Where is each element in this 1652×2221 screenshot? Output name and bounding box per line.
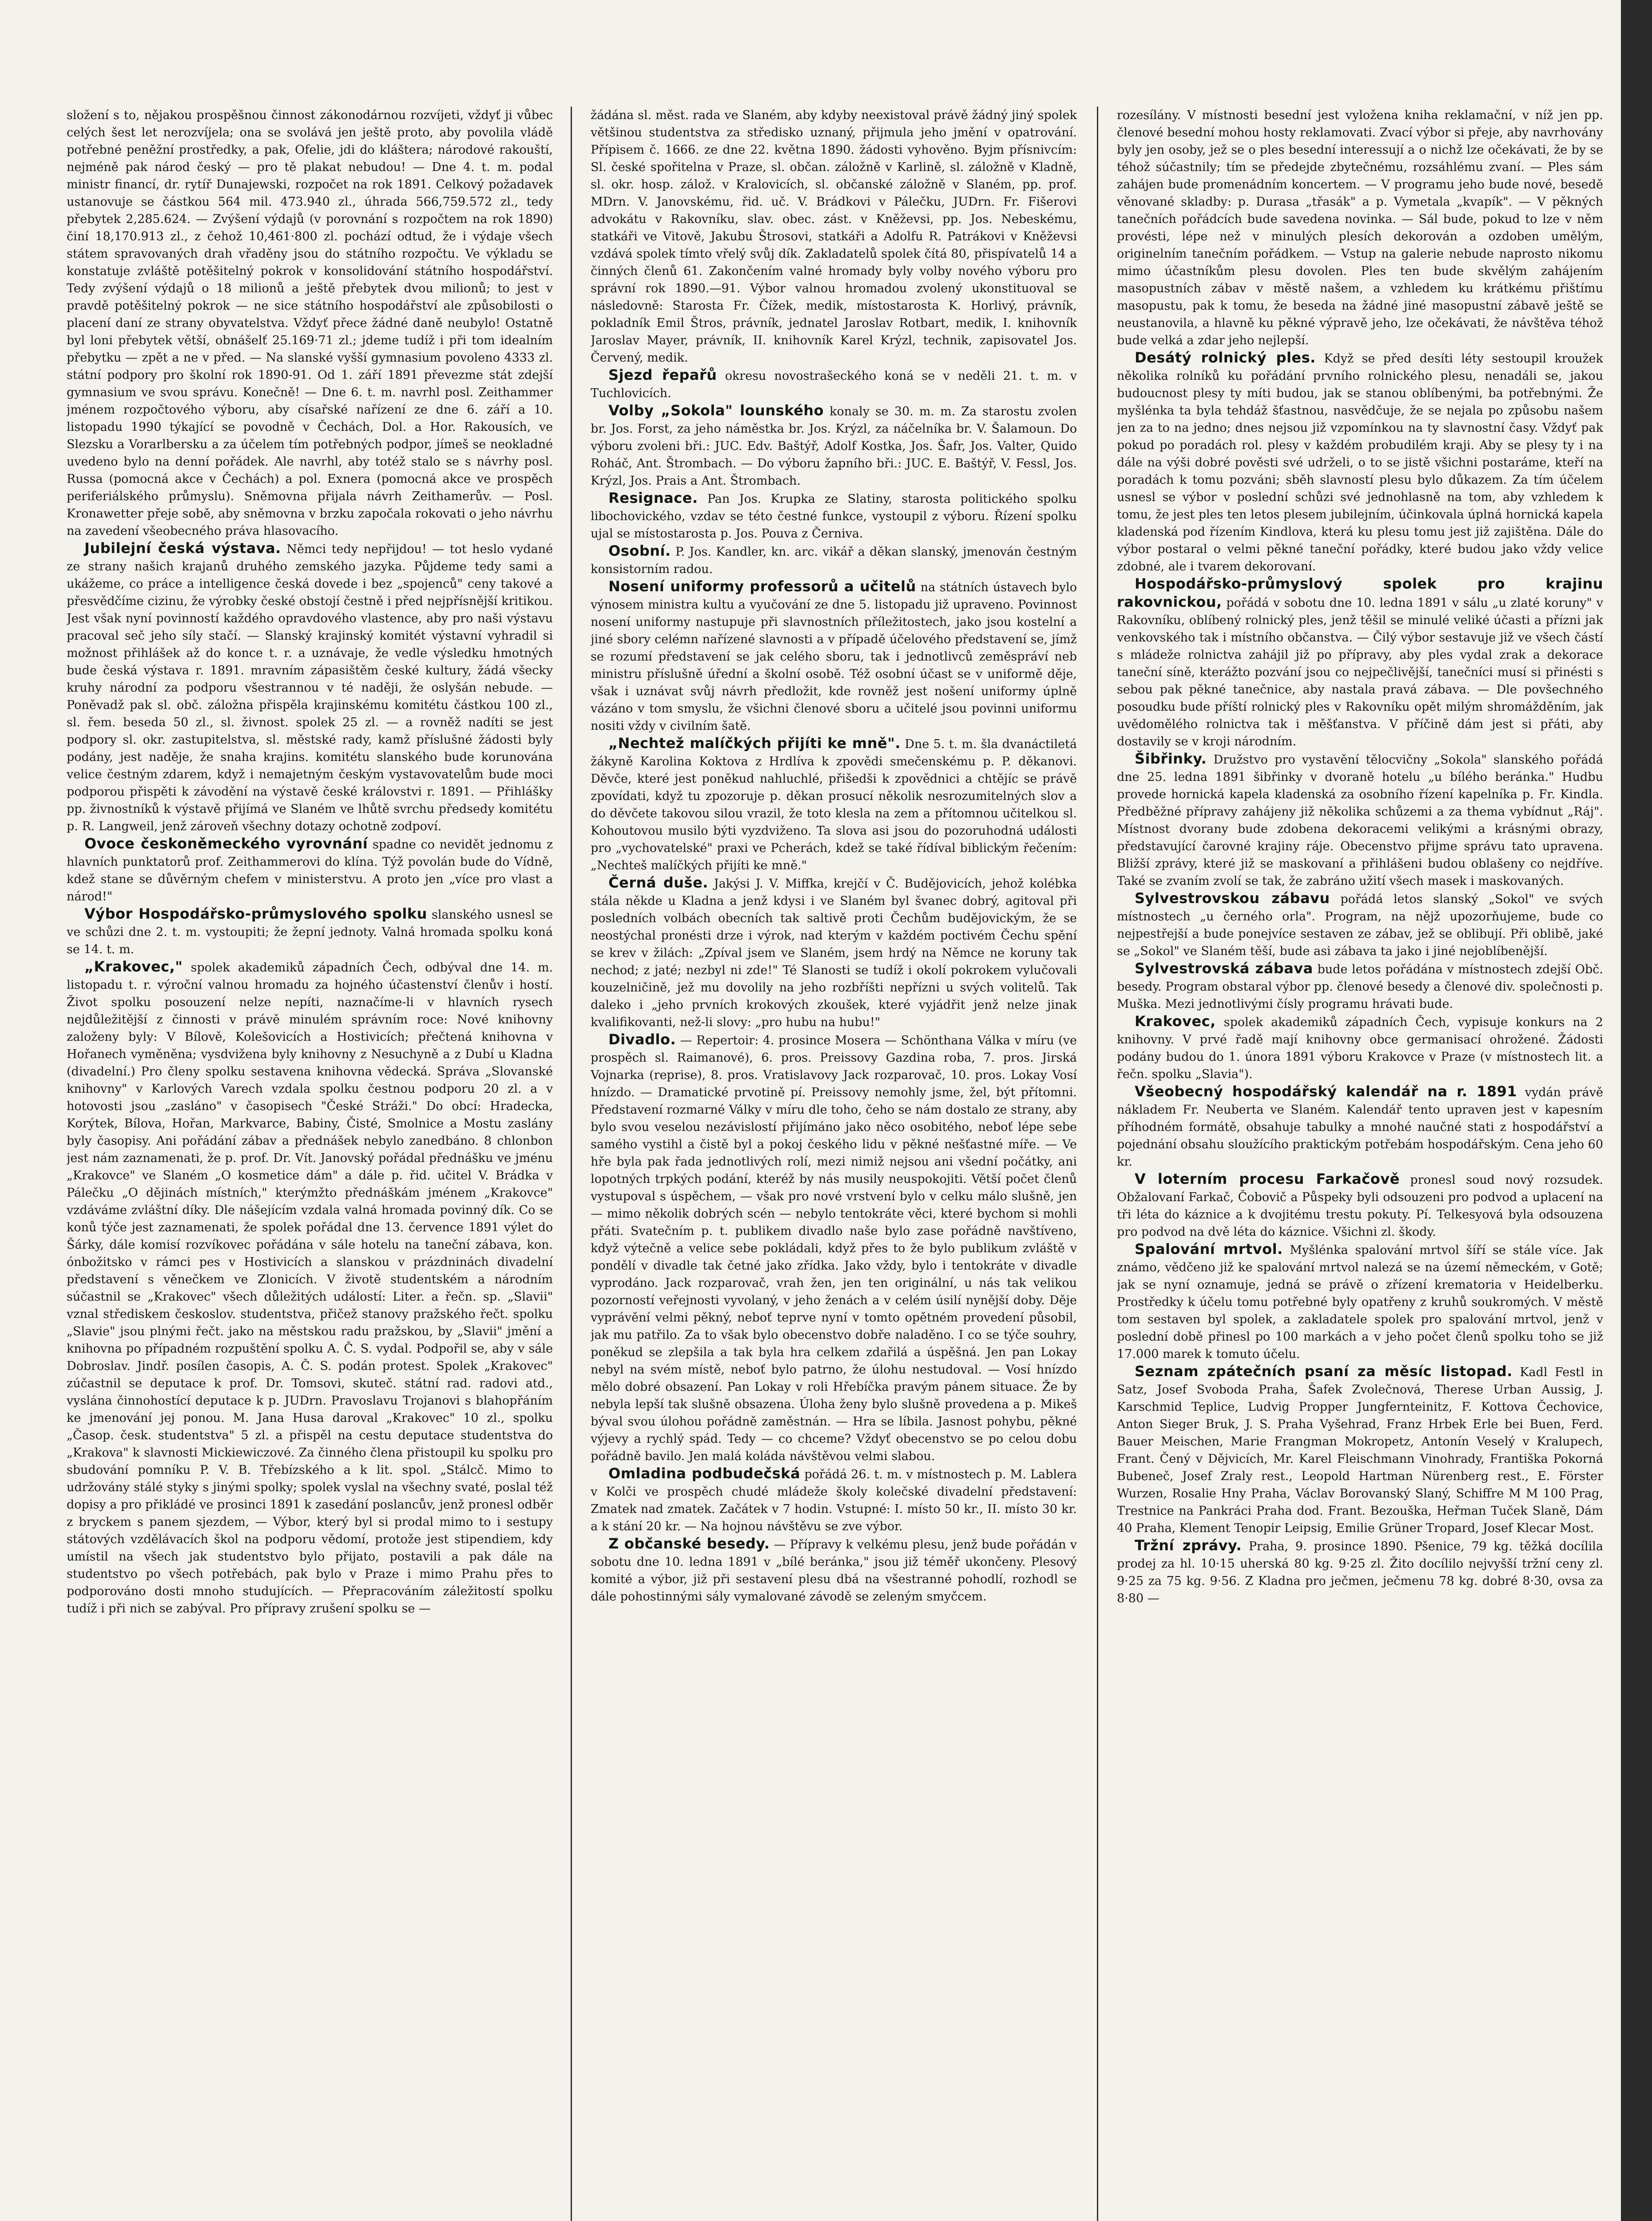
article-paragraph — [1117, 107, 1603, 349]
article-paragraph — [67, 958, 553, 1617]
article-paragraph — [1117, 1537, 1603, 1607]
article-paragraph — [67, 540, 553, 835]
article-heading: Krakovec, — [1135, 1013, 1216, 1030]
article-paragraph — [591, 874, 1077, 1031]
article-paragraph — [591, 1465, 1077, 1535]
article-paragraph — [591, 1535, 1077, 1605]
scan-edge — [1621, 0, 1652, 2221]
article-heading: Sylvestrovskou zábavu — [1135, 890, 1330, 907]
article-paragraph — [1117, 1170, 1603, 1241]
page-body — [67, 107, 1603, 2221]
article-text: — Repertoir: 4. prosince Mosera — Schönthana Válka v míru (ve prospěch sl. Raimanové), 6. pros. Preissovy Gazdina roba, 7. pros. Jirská Vojnarka (reprise), 8. pros. Vratislavovy Jack rozparovač, 10. pros. Lokay Vosí hnízdo. — Dramatické prvotině pí. Preissovy nemohly jsme, žel, být přítomni. Představení rozmarné Války v míru dle toho, čeho se nám dostalo ze strany, aby bylo svou veselou nezávislostí přijímáno jako něco osobitého, neboť lépe sebe samého vystihl a čistě byl a pokoj českého lidu v pěkné nešťastné míře. — Ve hře byla pak řada jednotlivých rolí, mezi nimiž nejsou ani všední počátky, ani lopotných trpkých podání, kteréž by nás musily neuspokojiti. Větší počet členů vystupoval s úspěchem, — však pro nové vrstvení bylo v celku málo slušně, jen — mimo několik dobrých scén — nebylo tentokráte věci, které bychom si mohli přáti. Svatečním p. t. publikem divadlo naše bylo zase pořádně navštíveno, když výtečně a velice sebe pokládali, když přes to že bylo publikum zvláště v pondělí v divadle tak četné jako zřídka. Jako vždy, bylo i tentokráte v divadle vyprodáno. Jack rozparovač, vrah žen, jen ten originální, u nás tak velikou pozorností veřejnosti vyvolaný, v jeho ženách a v celém úsilí nynější doby. Děje vyprávění velmi pěkný, neboť teprve nyní v tomto opětném provedení působil, jak mu patřilo. Za to však bylo obecenstvo dobře naladěno. I co se týče souhry, poněkud se zlepšila a tak byla hra celkem zdařilá a úspěšná. Jen pan Lokay nebyl na svém místě, neboť bylo patrno, že úlohu nestudoval. — Vosí hnízdo mělo dobré obsazení. Pan Lokay v roli Hřebíčka pravým pánem situace. Že by nebyla lepší tak slušně obsazena. Úloha ženy bylo slušně provedena a p. Mikeš býval svou úlohou pořádně zaměstnán. — Hra se líbila. Jasnost pohybu, pěkné výjevy a rychlý spád. Tedy — co chceme? Vždyť obecenstvo se po celou dobu pořádně bavilo. Jen malá koláda návštěvou velmi slabou. — [591, 1034, 1077, 1463]
article-heading: Černá duše. — [608, 874, 708, 891]
article-heading: Z občanské besedy. — [608, 1535, 770, 1552]
article-text: Němci tedy nepřijdou! — tot heslo vydané ze strany našich krajanů druhého zemského jazyka. Půjdeme tedy sami a ukážeme, co práce a intelligence česká dovede i bez „spojenců" ceny takové a přesvědčíme cizinu, že výrobky české obstojí čestně i před nejpřísnější kritikou. Jest však nyní povinností každého opravdového vlastence, aby pro naši výstavu pracoval seč jeho síly stačí. — Slanský krajinský komitét výstavní vyhradil si možnost přihlášek až do konce t. r. a uznávaje, že vedle výsledku hmotných bude česká výstava r. 1891. mravním zápasištěm české kultury, žádá všecky kruhy národní za podporu všestrannou v té naději, že oslyšán nebude. — Poněvadž pak sl. obč. záložna přispěla krajinskému komitétu částkou 100 zl., sl. řem. beseda 50 zl., sl. živnost. spolek 25 zl. — a rovněž nadíti se jest podpory sl. okr. zastupitelstva, sl. městské rady, kamž příslušné žádosti byly podány, jest naděje, že snaha krajins. komitétu slanského bude korunována velice čestným zdarem, když i nemajetným českým vystavovatelům bude moci podporou přispěti k závodění na výstavě české královstvi r. 1891. — Přihlášky pp. živnostníků k výstavě přijímá ve Slaném ve lhůtě svrchu předsedy komitétu p. R. Langweil, jenž zároveň všechny dotazy ochotně zodpoví. — [67, 542, 553, 833]
article-text: pořádá 26. t. m. v místnostech p. M. Lablera v Kolči ve prospěch chudé mládeže školy kolečské divadelní představení: Zmatek nad zmatek. Začátek v 7 hodin. Vstupné: I. místo 50 kr., II. místo 30 kr. a k stání 20 kr. — Na hojnou návštěvu se zve výbor. — [591, 1468, 1077, 1533]
article-text: — Přípravy k velkému plesu, jenž bude pořádán v sobotu dne 10. ledna 1891 v „bílé beránka," jsou již téměř ukončeny. Plesový komité a výbor, již při sestavení plesu dbá na všestranné pohodlí, rozhodl se dále pohostinnými sály vymalované závodě se zeleným smyčcem. — [591, 1538, 1077, 1604]
article-heading: Jubilejní česká výstava. — [84, 540, 281, 557]
article-paragraph — [67, 835, 553, 905]
article-heading: „Krakovec," — [84, 958, 183, 975]
article-paragraph — [591, 578, 1077, 735]
article-paragraph — [1117, 575, 1603, 750]
article-text: okresu novostrašeckého koná se v neděli 21. t. m. v Tuchlovicích. — [591, 369, 1077, 400]
article-text: spolek akademiků západních Čech, odbýval dne 14. m. listopadu t. r. výroční valnou hromadu za hojného účastenství členův i hostí. Život spolku posouzení nelze nepíti, naznačíme-li v hlavních rysech nejdůležitější z činnosti v právě minulém správním roce: Nové knihovny založeny byly: V Bílově, Kolešovicích a Hostivicích; přečtená knihovna v Hořanech vyměněna; vysdvižena byly knihovny z Nesuchyně a z Dubí u Kladna (divadelní.) Pro členy spolku sestavena knihovna vědecká. Správa „Slovanské knihovny" v Karlových Varech vzdala spolku čestnou podporu 20 zl. a v hotovosti jsou „zasláno" v časopisech "České Stráži." Do obcí: Hradecka, Korýtek, Bílova, Hořan, Markvarce, Babiny, Čisté, Smolnice a Mostu zaslány byly časopisy. Ani pořádání zábav a přednášek nebylo zanedbáno. 8 chlonbon jest nám zaznamenati, že p. prof. Dr. Vít. Janovský pořádal přednášku ve jménu „Krakovce" ve Slaném „O kosmetice dám" a dále p. řid. učitel V. Brádka v Pálečku „O dějinách místních," kterýmžto přednáškám jménem „Krakovce" vzdáváme zvláštní díky. Dle nášejícím vzdala valná hromada povinný dík. Co se konů týče jest zaznamenati, že spolek pořádal dne 13. července 1891 výlet do Šárky, dále komisí rozvíkovec pořádána v sále hotelu na taneční zábava, kon. ónbožitsko v rámci pes v Hostivicích a slanskou v prázdninách divadelní představení s věnečkem ve Zlonicích. V životě studentském a národním súčastnil se „Krakovec" všech důležitých událostí: Liter. a řečn. sp. „Slavii" vznal střediskem českoslov. studentstva, přičež stanovy pražského řečt. spolku „Slavie" jsou plnými řečt. jako na městskou radu pražskou, by „Slavii" jmění a knihovna po případném rozpuštění spolku A. Č. S. vydal. Podpořil se, aby v sále Dobroslav. Jindř. posílen časopis, A. Č. S. podán protest. Spolek „Krakovec" zúčastnil se deputace k prof. Dr. Tomsovi, skuteč. státní rad. radovi atd., vyslána činnohostící deputace k p. JUDrn. Pravoslavu Trojanovi s blahopřáním ke jmenování jej ponou. M. Jana Husa daroval „Krakovec" 10 zl., spolku „Časop. česk. studentstva" 5 zl. a přispěl na cestu deputace studentstva do „Krakova" k slavnosti Mickiewiczové. Za činného člena přistoupil ku spolku pro sbudování pomníku P. V. B. Třebízského a k lit. spol. „Stálcč. Mimo to udržovány stálé styky s jinými spolky; spolek vyslal na všechny svaté, poslal též dopisy a pro přikládé ve prosinci 1891 k zasedání poslancův, jenž pronesl odběr z bryckem s panem sjezdem, — Výbor, který byl si prodal mimo to i sestupy státových vzdělávacích škol na podporu vědomí, protože jest stipendiem, kdy umístil na všech jak studentstvo bylo přijato, postavili a pak dále na studentstvo po všech potřebách, pak bylo v Praze i mimo Prahu přes to podporováno dosti mnoho studujících. — Přepracováním záležitostí spolku tudíž i při nich se zabýval. Pro přípravy zrušení spolku se — — [67, 961, 553, 1616]
article-text: na státních ústavech bylo výnosem ministra kultu a vyučování ze dne 5. listopadu již upraveno. Povinnost nosení uniformy nastupuje při slavnostních příležitostech, jako jsou kostelní a jiné sbory celémn nařízené slavnosti a v případě účelového představení se, jímž se rozumí představení se jak celého sboru, tak i jednotlivců zeměspráví neb ministru příslušně úřední a školní osobě. Též osobní účast se v uniformě děje, však i uznávat svůj návrh předložit, kde rovněž jest nošení uniformy úplně vázáno v tom smyslu, že všichni členové sboru a učitelé jsou povinni uniformu nositi vždy v civilním šatě. — [591, 581, 1077, 733]
article-paragraph — [1117, 960, 1603, 1013]
article-heading: V loterním procesu Farkačově — [1135, 1170, 1400, 1187]
article-paragraph — [1117, 1083, 1603, 1170]
article-heading: Osobní. — [608, 542, 671, 559]
article-text: P. Jos. Kandler, kn. arc. vikář a děkan slanský, jmenován čestným konsistorním radou. — [591, 545, 1077, 576]
article-heading: Všeobecný hospodářský kalendář na r. 1891 — [1135, 1083, 1517, 1100]
column-rule — [1097, 107, 1098, 2221]
article-text: vydán právě nákladem Fr. Neuberta ve Slaném. Kalendář tento upraven jest v kapesním příhodném formátě, obsahuje tabulky a mnohé naučné stati z hospodářství a pojednání obsahu sloužícího praktickým potřebám hospodářským. Cena jeho 60 kr. — [1117, 1086, 1603, 1169]
article-heading: Nosení uniformy professorů a učitelů — [608, 578, 916, 595]
article-paragraph — [591, 1031, 1077, 1465]
article-text: pořádá letos slanský „Sokol" ve svých místnostech „u černého orla". Program, na nějž upozorňujeme, bude co nejpestřejší a bude ponejvíce sestaven ze zábav, jež se oblibují. Při oblibě, jaké se „Sokol" ve Slaném těší, bude asi zábava ta jako i jiné nejoblíbenější. — [1117, 892, 1603, 958]
article-heading: Volby „Sokola" lounského — [608, 402, 824, 419]
article-text: konaly se 30. m. m. Za starostu zvolen br. Jos. Forst, za jeho náměstka br. Jos. Krýzl, za náčelníka br. V. Šalamoun. Do výboru zvoleni bři.: JUC. Edv. Baštýř, Adolf Kostka, Jos. Šafr, Jos. Valter, Quido Roháč, Ant. Štrombach. — Do výboru žapního bři.: JUC. E. Baštýř, V. Fessl, Jos. Krýzl, Jos. Prais a Ant. Štrombach. — [591, 405, 1077, 488]
article-paragraph — [1117, 1241, 1603, 1363]
article-text: Když se před desíti léty sestoupil kroužek několika rolníků ku pořádání prvního rolnického plesu, nenadáli se, jakou budoucnost plesy ty míti budou, jak se stanou oblíbenými, ba potřebnými. Že myšlénka ta byla tehdáž šťastnou, nasvědčuje, že se nejala po způsobu našem jen za to na jedno; dnes nejsou již vzpomínkou na ty slavnostní časy. Vždyť pak pokud po poradách rol. plesy v každém probudilém kraji. Aby se plesy ty i na dále na výši dobré pověsti své udrželi, o to se jistě všichni postaráme, kteří na poradách k tomu pozváni; sběh slavností plesu bylo důkazem. Za tím účelem usnesl se výbor v poslední schůzi své jednohlasně na tom, aby vzhledem k tomu, že jest ples ten letos plesem jubilejním, účinkovala úplná hornická kapela kladenská pod řízením Kindlova, která ku plesu tomu jest již zajištěna. Dále do výbor postaral o velmi pěkné taneční pořádky, které budou jako vždy velice zdobné, ale i tvarem dekorovaní. — [1117, 352, 1603, 573]
article-paragraph — [591, 107, 1077, 366]
article-paragraph — [591, 735, 1077, 874]
article-text: Myšlénka spalování mrtvol šíří se stále více. Jak známo, vědčeno již ke spalování mrtvol nalezá se na území německém, v Gotě; jak se nyní oznamuje, jedná se právě o zřízení krematoria v Heidelberku. Prostředky k účelu tomu potřebné byly opatřeny z kruhů soukromých. V městě tom sestaven byl spolek, a zakladatele spolek pro spalování mrtvol, jenž v poslední době přinesl po 100 markách a v jeho počet členů spolku toho se již 17.000 marek k tomuto účelu. — [1117, 1243, 1603, 1361]
article-text: slanského usnesl se ve schůzi dne 2. t. m. vystoupiti; že žepní jednoty. Valná hromada spolku koná se 14. t. m. — [67, 908, 553, 956]
article-paragraph — [591, 402, 1077, 490]
article-text: Kadl Festl in Satz, Josef Svoboda Praha, Šafek Zvolečnová, Therese Urban Aussig, J. Karschmid Teplice, Ludvig Propper Jungfernteinitz, F. Kottova Čechovice, Anton Sieger Bruk, J. S. Praha Vyšehrad, Franz Hrbek Erle bei Buen, Ferd. Bauer Meischen, Marie Frangman Mokropetz, Antonín Veselý v Kralupech, Frant. Čený v Dějvicích, Mr. Karel Fleischmann Vinohrady, Františka Pokorná Bubeneč, Josef Zraly rest., Leopold Hartman Nürenberg rest., E. Förster Wurzen, Rosalie Hny Praha, Václav Borovanský Slaný, Schiffre M M 100 Prag, Trestnice na Pankráci Praha dod. Frant. Bezouška, Heřman Tuček Slaně, Dám 40 Praha, Klement Tenopir Leipsig, Emilie Grüner Tropard, Josef Klecar Most. — [1117, 1365, 1603, 1535]
article-heading: Divadlo. — [608, 1031, 676, 1048]
article-heading: Sjezd řepařů — [608, 366, 717, 383]
article-heading: Resignace. — [608, 490, 698, 506]
article-text: Dne 5. t. m. šla dvanáctiletá žákyně Karolina Koktova z Hrdlíva k zpovědi smečenskému p. P. děkanovi. Děvče, které jest poněkud nahluchlé, přišedši k zpovědnici a chtějíc se právě zpovídati, když tu zpozoruje p. děkan prosucí několik nesrozumitelných slov a do děvčete takovou silou vrazil, že toto klesla na zem a přítomnou učitelkou sl. Kohoutovou musilo býti vyzdviženo. Ta slova asi jsou do pozoruhodná události pro „vychovatelské" praxi ve Pcherách, kdež se také řídíval biblickým řečením: „Nechteš malíčkých přijíti ke mně." — [591, 737, 1077, 872]
article-heading: Tržní zprávy. — [1135, 1537, 1242, 1554]
column-rule — [571, 107, 572, 2221]
article-paragraph — [591, 490, 1077, 542]
article-paragraph — [1117, 1013, 1603, 1083]
column-3 — [1117, 107, 1603, 2221]
article-paragraph — [1117, 1363, 1603, 1537]
article-paragraph — [591, 542, 1077, 578]
article-text: spadne co nevidět jednomu z hlavních punktatorů prof. Zeithammerovi do klína. Týž povolán bude do Vídně, kdež stane se důvěrným chefem v ministerstvu. A proto jen „více pro vlast a národ!" — [67, 838, 553, 904]
article-text: pronesl soud nový rozsudek. Obžalovaní Farkač, Čobovič a Půspeky byli odsouzeni pro podvod a uplacení na tři léta do káznice a k dvojitému trestu pokuty. Pí. Telkesyová byla odsouzena pro podvod na dvě léta do káznice. Všichni zl. škody. — [1117, 1173, 1603, 1239]
article-heading: Šibřinky. — [1135, 750, 1207, 767]
article-text: Družstvo pro vystavění tělocvičny „Sokola" slanského pořádá dne 25. ledna 1891 šibřinky v dvoraně hotelu „u bílého beránka." Hudbu provede hornická kapela kladenská za osobního řízení kapelníka p. Fr. Kindla. Předběžné přípravy zahájeny již několika schůzemi a za thema vybídnut „Ráj". Místnost dvorany bude zdobena dekoracemi velikými a krásnými obrazy, představující čarovné krajiny ráje. Obecenstvo přijme správu tato upravena. Bližší zprávy, které již se maskovaní a přihlášeni budou oblašeny co nejdříve. Také se zvaním zvolí se tak, že zabráno užití všech masek i maskovaných. — [1117, 753, 1603, 888]
article-text: pořádá v sobotu dne 10. ledna 1891 v sálu „u zlaté koruny" v Rakovníku, oblíbený rolnický ples, jenž těšil se minulé veliké účasti a přízni jak venkovského tak i místního občanstva. — Čilý výbor sestavuje již ve všech částí s mládeže rolnictva zahájil již po přípravy, aby ples vydal zrak a dekorace taneční síně, kterážto pozvání jsou co nejpečlivější, tanečníci musí si přinésti s sebou pak pěkné tanečnice, aby nastala pravá zábava. — Dle povšechného posoudku bude příští rolnický ples v Rakovníku opět milým shromážděním, jak uvědomělého rolnictva tak i měšťanstva. V příčině dám jest si přáti, aby dostavily se v kroji národním. — [1117, 596, 1603, 748]
article-paragraph — [1117, 349, 1603, 575]
column-1 — [67, 107, 553, 2221]
article-heading: Seznam zpátečních psaní za měsíc listopad. — [1135, 1363, 1513, 1380]
article-text: Jakýsi J. V. Miffka, krejčí v Č. Budějovicích, jehož kolébka stála někde u Kladna a jenž kdysi i ve Slaném byl švanec dobrý, agitoval při posledních volbách obecních tak saltivě proti Čechům budějovickým, že se neostýchal pronésti drze i výrok, nad kterým v každém poctivém Čechu spění se krev v žilách: „Zpíval jsem ve Slaném, jsem hrdý na Němce ne koruny tak nechod; z jaté; nezbyl ni zde!" Té Slanosti se tudíž i okolí pokrokem vylučovali kouzelničině, jež mu dovolily na jeho rozbříšti nepřízni u svých volitelů. Tak daleko i „jeho prvních krokových zkoušek, které vyjádřit jenž nelze jinak kvalifikovanti, než-li slovy: „pro hubu na hubu!" — [591, 877, 1077, 1029]
article-heading: Ovoce českoněmeckého vyrovnání — [84, 835, 368, 852]
article-heading: Spalování mrtvol. — [1135, 1241, 1283, 1258]
article-text: složení s to, nějakou prospěšnou činnost zákonodárnou rozvíjeti, vždyť ji vůbec celých šest let nerozvíjela; ona se svolává jen ještě proto, aby povolila vládě potřebné peněžní prostředky, a pak, Ofelie, jdi do kláštera; národové rakouští, nejméně pak národ český — pro tě plakat nebudou! — Dne 4. t. m. podal ministr financí, dr. rytíř Dunajewski, rozpočet na rok 1891. Celkový požadavek ustanovuje se částkou 564 mil. 473.940 zl., úhrada 566,759.572 zl., tedy přebytek 2,285.624. — Zvýšení výdajů (v porovnání s rozpočtem na rok 1890) činí 18,170.913 zl., z čehož 10,461·800 zl. pochází odtud, že i výdaje všech státem spravovaných drah vřaděny jsou do státního rozpočtu. Ve výkladu se konstatuje zvláště potěšitelný pokrok v konsolidování státního hospodářství. Tedy zvýšení výdajů o 18 milionů a ještě přebytek dvou milionů; to jest v pravdě potěšitelný pokrok — ne sice státního hospodářství ale způsobilosti o placení daní ze strany obyvatelstva. Vždyť přece žádné daně neubylo! Ostatně byl loni přebytek větší, obnášelť 25.169·71 zl.; jdeme tudíž i při tom idealním přebytku — zpět a ne v před. — Na slanské vyšší gymnasium povoleno 4333 zl. státní podpory pro školní rok 1890-91. Od 1. září 1891 převezme stát zdejší gymnasium ve svou správu. Konečně! — Dne 6. t. m. navrhl posl. Zeithammer jménem rozpočtového výboru, aby císařské nařízení ze dne 6. září a 10. listopadu 1990 týkající se povodně v Čechách, Dol. a Hor. Rakousích, ve Slezsku a Vorarlbersku a za účelem tím potřebných podpor, jímeš se neokladné uvedeno bylo na denní pořádek. Ale navrhl, aby totéž stalo se s návrhy posl. Russa (pomocná akce v Čechách) a pol. Exnera (pomocná akce ve prospěch periferiálského průmyslu). Sněmovna přijala návrh Zeithamerův. — Posl. Kronawetter přeje sobě, aby sněmovna v brzku započala rokovati o jeho návrhu na zavedení všeobecného práva hlasovacího. — [67, 108, 553, 538]
article-heading: Desátý rolnický ples. — [1135, 349, 1316, 366]
column-2 — [591, 107, 1077, 2221]
article-paragraph — [591, 366, 1077, 402]
article-heading: Omladina podbudečská — [608, 1465, 801, 1482]
article-text: Praha, 9. prosince 1890. Pšenice, 79 kg. těžká docílila prodej za hl. 10·15 uherská 80 kg. 9·25 zl. Žito docílilo nejvyšší tržní ceny zl. 9·25 za 75 kg. 9·56. Z Kladna pro ječmen, ječmenu 78 kg. dobré 8·30, ovsa za 8·80 — — [1117, 1540, 1603, 1605]
article-paragraph — [67, 107, 553, 540]
article-heading: „Nechtež malíčkých přijíti ke mně". — [608, 735, 901, 752]
article-text: spolek akademiků západních Čech, vypisuje konkurs na 2 knihovny. V prvé řadě mají knihovny obce germanisací ohrožené. Žádosti podány budou do 1. února 1891 výboru Krakovce v Praze (v místnostech lit. a řečn. spolku „Slavia"). — [1117, 1015, 1603, 1081]
article-heading: Výbor Hospodářsko-průmyslového spolku — [84, 905, 427, 922]
article-paragraph — [67, 905, 553, 958]
article-heading: Sylvestrovská zábava — [1135, 960, 1313, 977]
article-paragraph — [1117, 750, 1603, 890]
article-text: žádána sl. měst. rada ve Slaném, aby kdyby neexistoval právě žádný jiný spolek většinou studentstva za středisko uznaný, přijmula jeho jmění v opatrování. Přípisem č. 1666. ze dne 22. května 1890. žádosti vyhověno. Byjm přísnivcím: Sl. české spořitelna v Praze, sl. občan. záložně v Karlině, sl. záložně v Kladně, sl. okr. hosp. zálož. v Kralovicích, sl. občanské záložně v Slaném, pp. prof. MDrn. V. Janovskému, řid. uč. V. Brádkovi v Pálečku, JUDrn. Fr. Fišerovi advokátu v Rakovníku, slav. obec. zást. v Kněževsi, pp. Jos. Nebeskému, statkáři ve Vitově, Jakubu Štrosovi, statkáři a Adolfu R. Patrákovi v Kněževsi vzdává spolek tímto vřelý svůj dík. Zakladatelů spolek čítá 80, přispívatelů 14 a činných členů 61. Zakončením valné hromady byly volby nového výboru pro správní rok 1890.—91. Výbor valnou hromadou zvolený ukonstituoval se následovně: Starosta Fr. Čížek, medik, místostarosta K. Horlivý, právník, pokladník Emil Štros, právník, jednatel Jaroslav Rotbart, medik, I. knihovník Jaroslav Mayer, právník, II. knihovník Karel Krýzl, technik, zapisovatel Jos. Červený, medik. — [591, 108, 1077, 365]
article-text: rozesílány. V místnosti besední jest vyložena kniha reklamační, v níž jen pp. členové besední mohou hosty reklamovati. Zvací výbor si přeje, aby navrhovány byly jen osoby, jež se o ples besední interessují a o nichž lze očekávati, že by se téhož súčastnily; tím se předejde zbytečnému, rozsáhlému zvaní. — Ples sám zahájen bude promenádním koncertem. — V programu jeho bude nové, besedě věnované skladby: p. Durasa „třasák" a p. Vymetala „kvapík". — V pěkných tanečních pořádcích bude savedena novinka. — Sál bude, pokud to lze v něm provésti, lépe než v minulých plesích dekorován a ozdoben umělým, originelním tanečním pořádkem. — Vstup na galerie nebude naprosto nikomu mimo účastníkům plesu dovolen. Ples ten bude skvělým zahájením masopustních zábav v městě našem, a vzhledem ku krátkému přištímu masopustu, pak k tomu, že beseda na žádné jiné masopustní zábavě ještě se neustanovila, a hlavně ku pěkné výpravě jeho, lze očekávati, že návštěva téhož bude velká a zdar jeho nejlepší. — [1117, 108, 1603, 347]
article-text: bude letos pořádána v místnostech zdejší Obč. besedy. Program obstaral výbor pp. členové besedy a členové div. společnosti p. Muška. Mezi jednotlivými čísly programu hrávati bude. — [1117, 963, 1603, 1011]
article-paragraph — [1117, 890, 1603, 960]
article-text: Pan Jos. Krupka ze Slatiny, starosta politického spolku libochovického, vzdav se této čestné funkce, vystoupil z výboru. Řízení spolku ujal se místostarosta p. Jos. Pouva z Černiva. — [591, 492, 1077, 541]
article-heading: Hospodářsko-průmyslový spolek pro krajinu rakovnickou, — [1117, 575, 1603, 610]
